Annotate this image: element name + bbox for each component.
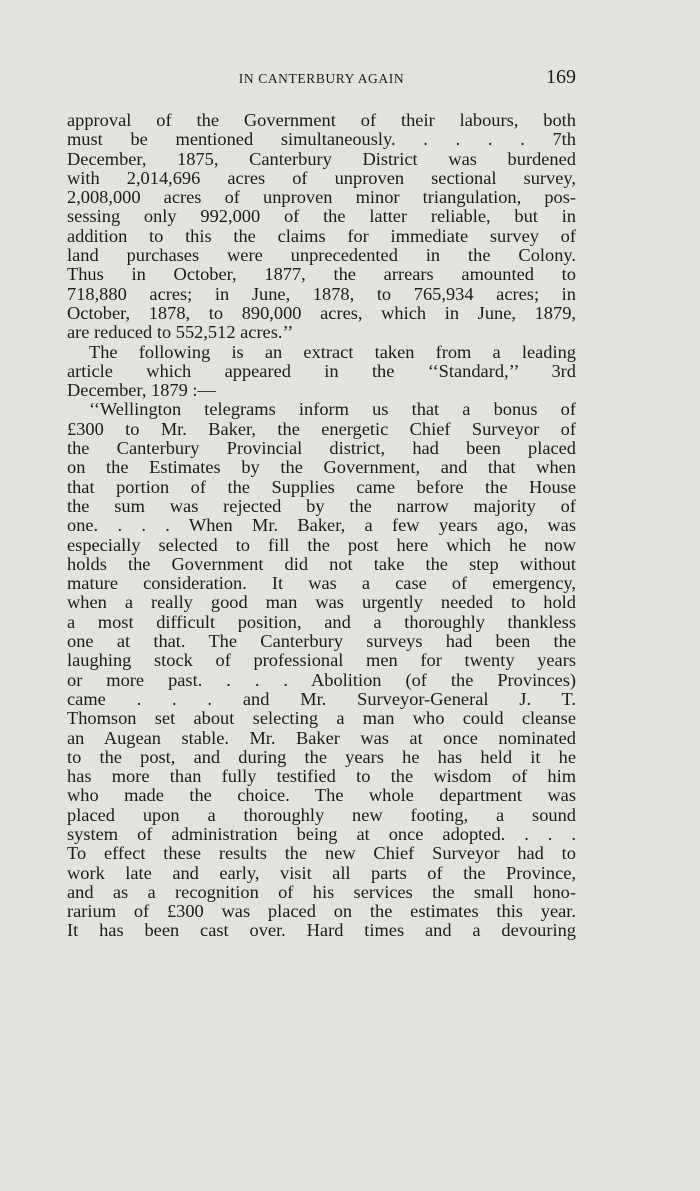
quote-start-line: ‘‘Wellington telegrams inform us that a bonus of <box>89 399 576 420</box>
text-line: mature consideration. It was a case of emergency, <box>67 573 576 594</box>
text-line: the Canterbury Provincial district, had been placed <box>67 438 576 459</box>
text-line: with 2,014,696 acres of unproven sectional survey, <box>67 167 576 188</box>
paragraph-start-line: The following is an extract taken from a leading <box>89 341 576 362</box>
text-line: work late and early, visit all parts of the Province, <box>67 862 576 883</box>
text-line: an Augean stable. Mr. Baker was at once nominated <box>67 727 576 748</box>
text-line: approval of the Government of their labours, both <box>67 110 576 130</box>
text-line: a most difficult position, and a thoroughly thankless <box>67 611 576 632</box>
text-line: must be mentioned simultaneously. . . . . 7th <box>67 129 576 150</box>
text-line: one. . . . When Mr. Baker, a few years ago, was <box>67 515 576 536</box>
text-line: £300 to Mr. Baker, the energetic Chief Surveyor of <box>67 418 576 439</box>
text-line: laughing stock of professional men for twenty years <box>67 650 576 671</box>
paragraph-end-line: December, 1879 :— <box>67 380 216 401</box>
text-line: on the Estimates by the Government, and that when <box>67 457 576 478</box>
paragraph-end-line: are reduced to 552,512 acres.’’ <box>67 322 294 343</box>
text-line: December, 1875, Canterbury District was burdened <box>67 148 576 169</box>
text-line: article which appeared in the ‘‘Standard,’’ 3rd <box>67 360 576 381</box>
text-line: to the post, and during the years he has held it he <box>67 746 576 767</box>
text-line: or more past. . . . Abolition (of the Provinces) <box>67 669 576 690</box>
text-line: 2,008,000 acres of unproven minor triangulation, pos- <box>67 187 576 208</box>
text-line: the sum was rejected by the narrow majority of <box>67 495 576 516</box>
text-line: who made the choice. The whole department was <box>67 785 576 806</box>
text-line: especially selected to fill the post here which he now <box>67 534 576 555</box>
text-line: sessing only 992,000 of the latter reliable, but in <box>67 206 576 227</box>
text-line: one at that. The Canterbury surveys had been the <box>67 631 576 652</box>
text-line: placed upon a thoroughly new footing, a sound <box>67 804 576 825</box>
running-title: IN CANTERBURY AGAIN <box>238 71 405 86</box>
text-line: October, 1878, to 890,000 acres, which in June, 1879, <box>67 302 576 323</box>
page-number: 169 <box>546 66 576 88</box>
text-line: that portion of the Supplies came before the House <box>67 476 576 497</box>
text-line: land purchases were unprecedented in the Colony. <box>67 245 576 266</box>
text-line: To effect these results the new Chief Surveyor had to <box>67 843 576 864</box>
running-head <box>67 66 576 90</box>
text-line: when a really good man was urgently needed to hold <box>67 592 576 613</box>
text-line: has more than fully testified to the wisdom of him <box>67 766 576 787</box>
text-line: came . . . and Mr. Surveyor-General J. T. <box>67 688 576 709</box>
text-line: rarium of £300 was placed on the estimates this year. <box>67 901 576 922</box>
text-line: system of administration being at once adopted. . . . <box>67 823 576 844</box>
text-line: Thomson set about selecting a man who could cleanse <box>67 708 576 729</box>
text-line: addition to this the claims for immediate survey of <box>67 225 576 246</box>
body-text <box>67 111 576 941</box>
text-line: holds the Government did not take the step without <box>67 553 576 574</box>
text-line: It has been cast over. Hard times and a devouring <box>67 920 576 941</box>
text-line: and as a recognition of his services the small hono- <box>67 881 576 902</box>
text-line: 718,880 acres; in June, 1878, to 765,934 acres; in <box>67 283 576 304</box>
text-line: Thus in October, 1877, the arrears amounted to <box>67 264 576 285</box>
